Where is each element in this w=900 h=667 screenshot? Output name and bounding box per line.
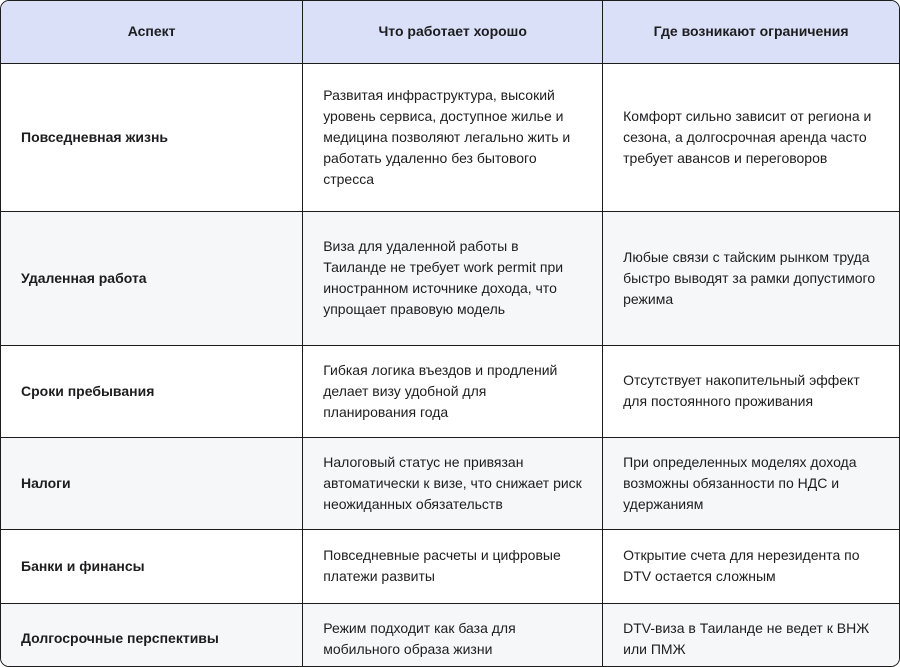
cell-works-well: Развитая инфраструктура, высокий уровень сервиса, доступное жилье и медицина позволяют легально жить и работать удаленно без бытового стресса [303, 63, 603, 211]
cell-aspect: Банки и финансы [1, 529, 303, 603]
cell-limitations: Любые связи с тайским рынком труда быстро выводят за рамки допустимого режима [603, 211, 899, 345]
table-row-long-term [1, 603, 899, 667]
column-header-aspect: Аспект [1, 1, 303, 63]
column-header-limitations: Где возникают ограничения [603, 1, 899, 63]
table-row-taxes [1, 437, 899, 529]
cell-aspect: Налоги [1, 437, 303, 529]
cell-aspect: Сроки пребывания [1, 345, 303, 437]
table-row-banks-finance [1, 529, 899, 603]
cell-limitations: Комфорт сильно зависит от региона и сезона, а долгосрочная аренда часто требует авансов и переговоров [603, 63, 899, 211]
cell-limitations: При определенных моделях дохода возможны обязанности по НДС и удержаниям [603, 437, 899, 529]
cell-aspect: Повседневная жизнь [1, 63, 303, 211]
table-body [1, 63, 899, 667]
cell-works-well: Виза для удаленной работы в Таиланде не требует work permit при иностранном источнике дохода, что упрощает правовую модель [303, 211, 603, 345]
header-row [1, 1, 899, 63]
cell-limitations: Отсутствует накопительный эффект для постоянного проживания [603, 345, 899, 437]
table-row-stay-duration [1, 345, 899, 437]
column-header-works-well: Что работает хорошо [303, 1, 603, 63]
cell-limitations: Открытие счета для нерезидента по DTV остается сложным [603, 529, 899, 603]
cell-limitations: DTV-виза в Таиланде не ведет к ВНЖ или ПМЖ [603, 603, 899, 667]
cell-works-well: Налоговый статус не привязан автоматически к визе, что снижает риск неожиданных обязательств [303, 437, 603, 529]
table-header [1, 1, 899, 63]
cell-works-well: Повседневные расчеты и цифровые платежи развиты [303, 529, 603, 603]
cell-aspect: Удаленная работа [1, 211, 303, 345]
cell-works-well: Режим подходит как база для мобильного образа жизни [303, 603, 603, 667]
aspects-table [1, 1, 899, 667]
cell-aspect: Долгосрочные перспективы [1, 603, 303, 667]
table-row-remote-work [1, 211, 899, 345]
cell-works-well: Гибкая логика въездов и продлений делает визу удобной для планирования года [303, 345, 603, 437]
table-row-daily-life [1, 63, 899, 211]
